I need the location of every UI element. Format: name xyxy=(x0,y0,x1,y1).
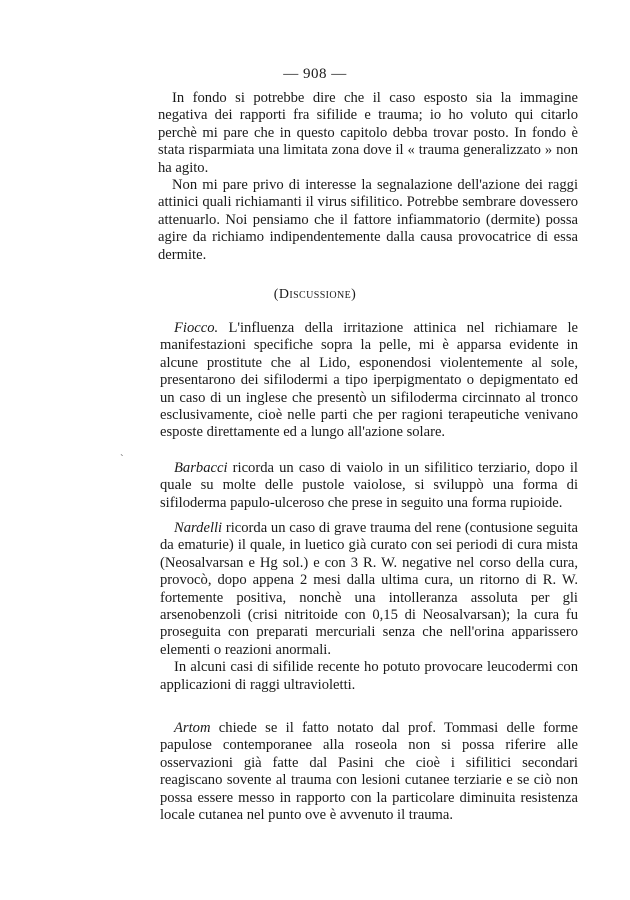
entry-text: ricorda un caso di vaiolo in un sifilitico terziario, dopo il quale su molte delle pustole vaiolose, si sviluppò una forma di sifiloderma papulo-ulceroso che prese in seguito una forma rupioide. xyxy=(160,460,578,511)
heading-close-paren: ) xyxy=(351,287,357,302)
entry-paragraph xyxy=(160,520,578,659)
page-number: — 908 — xyxy=(283,66,347,82)
entry-nardelli xyxy=(160,520,578,694)
heading-open-paren: ( xyxy=(273,287,279,302)
entry-paragraph xyxy=(160,320,578,442)
entry-barbacci xyxy=(160,460,578,512)
entry-text: L'influenza della irritazione attinica nel richiamare le manifestazioni specifiche sopra la pelle, mi è apparsa evidente in alcune prostitute che al Lido, esponendosi violentemente al sole, presentarono dei sifilodermi a tipo iperpigmentato o depigmentato ed un caso di un inglese che presentò un sifiloderma circinnato al tronco esclusivamente, cioè nelle parti che per ragioni terapeutiche venivano esposte direttamente ed a lungo all'azione solare. xyxy=(160,320,578,441)
entry-fiocco xyxy=(160,320,578,442)
entry-paragraph xyxy=(160,460,578,512)
discussion-heading xyxy=(0,287,630,303)
intro-paragraph-1: In fondo si potrebbe dire che il caso esposto sia la immagine negativa dei rapporti fra sifilide e trauma; io ho voluto qui citarlo perchè mi pare che in questo capitolo debba trovar posto. In fondo è stata risparmiata una limitata zona dove il « trauma generalizzato » non ha agito. xyxy=(158,90,578,176)
intro-section xyxy=(158,90,578,264)
entry-paragraph xyxy=(160,720,578,824)
speaker-name: Artom xyxy=(174,720,211,736)
intro-paragraph-2: Non mi pare privo di interesse la segnalazione dell'azione dei raggi attinici quali richiamanti il virus sifilitico. Potrebbe sembrare dovessero attenuarlo. Noi pensiamo che il fattore infiammatorio (dermite) possa agire da richiamo indipendentemente dalla causa provocatrice di essa dermite. xyxy=(158,177,578,263)
speaker-name: Fiocco. xyxy=(174,320,219,336)
stray-mark: ` xyxy=(120,453,124,465)
entry-text: chiede se il fatto notato dal prof. Tommasi delle forme papulose contemporanee alla roseola non si possa riferire alle osservazioni già fatte dal Pasini che cioè i sifilitici secondari reagiscano sovente al trauma con lesioni cutanee terziarie e se ciò non possa essere messo in rapporto con la particolare diminuita resistenza locale cutanea nel punto ove è avvenuto il trauma. xyxy=(160,720,578,824)
entry-paragraph-2: In alcuni casi di sifilide recente ho potuto provocare leucodermi con applicazioni di raggi ultravioletti. xyxy=(160,659,578,693)
speaker-name: Nardelli xyxy=(174,520,223,536)
heading-text: Discussione xyxy=(278,287,352,302)
speaker-name: Barbacci xyxy=(174,460,228,476)
entry-artom xyxy=(160,720,578,824)
entry-text: ricorda un caso di grave trauma del rene (contusione seguita da ematurie) il quale, in luetico già curato con sei periodi di cura mista (Neosalvarsan e Hg sol.) e con 3 R. W. negative nel corso della cura, provocò, dopo appena 2 mesi dalla ultima cura, un ritorno di R. W. fortemente positiva, nonchè una intolleranza assoluta per gli arsenobenzoli (crisi nitritoide con 0,15 di Neosalvarsan); la cura fu proseguita con preparati mercuriali senza che nell'orina apparissero elementi o reazioni anormali. xyxy=(160,520,578,658)
